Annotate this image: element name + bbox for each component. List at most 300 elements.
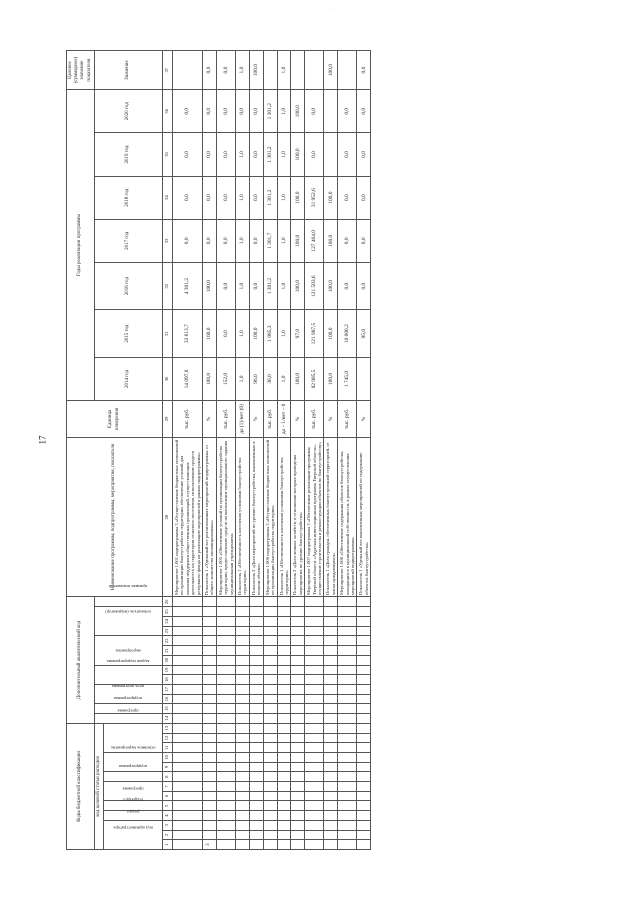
code-cell	[338, 830, 357, 840]
code-cell	[324, 714, 338, 724]
year-value-cell: 0,0	[249, 176, 263, 219]
year-header: 2018 год	[94, 176, 162, 219]
column-number: 13	[163, 723, 173, 733]
code-cell	[305, 791, 324, 801]
code-cell	[216, 684, 235, 694]
code-cell	[305, 723, 324, 733]
vertical-header-cell: признак показателя	[94, 597, 162, 607]
code-cell	[236, 840, 250, 850]
row-name: Показатель 1 «Доля граждан, обеспеченных благоустроенной территорией, от числа нуждающихся»	[324, 437, 338, 597]
year-value-cell: 0,0	[305, 133, 324, 176]
code-cell	[236, 752, 250, 762]
code-cell	[216, 840, 235, 850]
year-value-cell	[324, 90, 338, 133]
code-cell	[249, 791, 263, 801]
column-number: 10	[163, 752, 173, 762]
year-value-cell: 10 006,2	[338, 310, 357, 357]
year-value-cell: 1,0	[236, 133, 250, 176]
year-header: 2014 год	[94, 357, 162, 400]
code-cell	[291, 665, 305, 675]
code-cell	[203, 694, 217, 704]
code-cell	[277, 617, 291, 627]
code-cell	[236, 665, 250, 675]
code-cell	[216, 714, 235, 724]
code-cell	[324, 684, 338, 694]
code-cell	[357, 607, 371, 617]
column-number: 6	[163, 791, 173, 801]
code-cell	[277, 636, 291, 646]
code-cell	[216, 626, 235, 636]
code-cell	[249, 597, 263, 607]
code-cell	[216, 675, 235, 685]
code-cell	[338, 840, 357, 850]
row-name: Показатель 1 «Удельный вес реализованных мероприятий подпрограммы, от общего количества запланированных»	[203, 437, 217, 597]
code-cell	[305, 801, 324, 811]
code-cell	[173, 752, 203, 762]
code-cell	[338, 782, 357, 792]
code-cell	[203, 752, 217, 762]
code-cell	[203, 607, 217, 617]
year-value-cell: 1 301,2	[263, 133, 277, 176]
years-header: Годы реализации программы	[67, 90, 95, 401]
year-value-cell: 0,0	[173, 219, 203, 262]
code-cell	[173, 607, 203, 617]
column-number: 19	[163, 665, 173, 675]
vertical-header-cell: подраздел	[104, 801, 163, 811]
code-cell	[249, 617, 263, 627]
code-cell	[338, 762, 357, 772]
year-value-cell: 1,0	[277, 357, 291, 400]
year-value-cell: 0,0	[216, 90, 235, 133]
column-number: 24	[163, 617, 173, 627]
code-cell	[305, 811, 324, 821]
year-value-cell: 0,0	[338, 133, 357, 176]
code-cell	[291, 830, 305, 840]
code-cell	[277, 791, 291, 801]
unit-cell: тыс. руб.	[216, 401, 235, 438]
code-cell	[263, 626, 277, 636]
column-number: 4	[163, 811, 173, 821]
code-cell	[203, 704, 217, 714]
code-cell	[263, 636, 277, 646]
code-cell	[203, 830, 217, 840]
column-number: 9	[163, 762, 173, 772]
code-cell	[173, 733, 203, 743]
column-number: 29	[163, 401, 173, 438]
code-cell	[357, 782, 371, 792]
year-value-cell: 95,0	[357, 310, 371, 357]
column-number-row	[163, 51, 173, 850]
code-cell	[277, 655, 291, 665]
code-cell	[249, 636, 263, 646]
code-cell	[324, 704, 338, 714]
column-number: 16	[163, 694, 173, 704]
code-cell	[291, 752, 305, 762]
code-cell	[173, 597, 203, 607]
code-cell	[236, 626, 250, 636]
vertical-header-cell: показатель (индикатор)	[94, 607, 162, 636]
unit-cell: тыс. руб.	[263, 401, 277, 438]
code-cell	[338, 626, 357, 636]
year-value-cell: 0,0	[173, 90, 203, 133]
final-value-cell: 100,0	[249, 51, 263, 90]
final-value-header: Целевое (суммарное) значение показателя	[67, 51, 95, 90]
code-cell	[338, 791, 357, 801]
year-value-cell: 0,0	[216, 310, 235, 357]
code-cell	[305, 782, 324, 792]
code-cell	[305, 840, 324, 850]
column-number: 3	[163, 820, 173, 830]
extra-code-header: Дополнительный аналитический код	[67, 597, 95, 723]
year-value-cell: 100,0	[324, 262, 338, 309]
column-number: 35	[163, 133, 173, 176]
code-cell	[263, 607, 277, 617]
code-cell	[291, 811, 305, 821]
code-cell	[277, 597, 291, 607]
header-row-groups	[67, 51, 95, 850]
code-cell	[338, 694, 357, 704]
code-cell	[173, 723, 203, 733]
code-cell	[216, 597, 235, 607]
unit-cell: да (1)/нет (0)	[236, 401, 250, 438]
year-value-cell: 100,0	[203, 262, 217, 309]
code-cell	[203, 675, 217, 685]
vertical-header-cell: цель программы	[94, 684, 162, 703]
code-cell	[338, 675, 357, 685]
column-number: 8	[163, 772, 173, 782]
code-cell	[263, 714, 277, 724]
code-cell	[173, 675, 203, 685]
code-cell	[357, 655, 371, 665]
code-cell	[216, 762, 235, 772]
code-cell	[305, 772, 324, 782]
code-cell	[357, 617, 371, 627]
code-cell	[277, 743, 291, 753]
code-cell	[236, 772, 250, 782]
code-cell	[277, 684, 291, 694]
code-cell	[173, 714, 203, 724]
code-cell	[291, 597, 305, 607]
code-cell	[324, 675, 338, 685]
year-value-cell	[357, 357, 371, 400]
code-cell	[357, 791, 371, 801]
code-cell	[357, 762, 371, 772]
column-number: 11	[163, 743, 173, 753]
column-number: 21	[163, 646, 173, 656]
code-cell	[173, 704, 203, 714]
code-cell	[249, 811, 263, 821]
year-value-cell: 0,0	[216, 219, 235, 262]
code-cell	[357, 675, 371, 685]
unit-cell: %	[291, 401, 305, 438]
column-number: 26	[163, 597, 173, 607]
code-cell	[249, 782, 263, 792]
code-cell	[216, 772, 235, 782]
final-value-cell: 0,0	[357, 51, 371, 90]
code-cell	[357, 733, 371, 743]
code-cell	[236, 762, 250, 772]
year-value-cell: 121 503,6	[305, 262, 324, 309]
table-row	[291, 51, 305, 850]
column-number: 34	[163, 176, 173, 219]
code-cell	[203, 617, 217, 627]
code-cell	[236, 791, 250, 801]
year-value-cell: 1,0	[277, 219, 291, 262]
row-name: Показатель 1 «Обеспеченность населения условиями благоустройства территории»	[236, 437, 250, 597]
year-value-cell: 0,0	[249, 90, 263, 133]
code-cell	[173, 762, 203, 772]
code-cell	[249, 665, 263, 675]
final-value-cell	[305, 51, 324, 90]
final-value-cell	[173, 51, 203, 90]
year-value-cell: 0,0	[305, 90, 324, 133]
year-value-cell: 0,0	[236, 90, 250, 133]
code-cell	[249, 607, 263, 617]
column-number: 32	[163, 262, 173, 309]
table-row	[173, 51, 203, 850]
code-cell	[305, 704, 324, 714]
year-value-cell	[324, 133, 338, 176]
code-cell	[216, 752, 235, 762]
code-cell	[277, 752, 291, 762]
year-value-cell: 1 301,7	[263, 219, 277, 262]
unit-cell: %	[357, 401, 371, 438]
code-cell	[263, 830, 277, 840]
code-cell	[305, 646, 324, 656]
vertical-header-cell: задача подпрограммы	[94, 665, 162, 684]
code-cell	[203, 646, 217, 656]
code-cell	[173, 772, 203, 782]
year-value-cell: 1,0	[277, 133, 291, 176]
code-cell	[263, 791, 277, 801]
code-cell	[216, 733, 235, 743]
code-cell	[324, 617, 338, 627]
code-cell	[324, 626, 338, 636]
code-cell	[236, 782, 250, 792]
code-cell	[291, 820, 305, 830]
code-cell	[357, 752, 371, 762]
code-cell	[357, 772, 371, 782]
code-cell	[216, 607, 235, 617]
vertical-header-cell: программа	[94, 714, 162, 724]
code-cell	[216, 801, 235, 811]
year-value-cell: 100,0	[324, 176, 338, 219]
year-value-cell: 97,0	[291, 310, 305, 357]
code-cell	[249, 820, 263, 830]
column-number: 37	[163, 51, 173, 90]
budget-codes-header: Коды бюджетной классификации	[67, 723, 95, 849]
code-cell	[173, 694, 203, 704]
code-cell	[357, 840, 371, 850]
vertical-header-cell: основное мероприятие	[104, 752, 163, 771]
code-cell	[249, 704, 263, 714]
year-value-cell: 82 985,5	[305, 357, 324, 400]
code-cell	[277, 607, 291, 617]
code-cell	[277, 762, 291, 772]
code-cell	[338, 772, 357, 782]
unit-cell: %	[203, 401, 217, 438]
year-value-cell: 0,0	[249, 219, 263, 262]
code-cell	[357, 704, 371, 714]
column-number: 5	[163, 801, 173, 811]
code-cell	[263, 597, 277, 607]
year-value-cell: 4 301,2	[173, 262, 203, 309]
code-cell	[291, 723, 305, 733]
code-cell	[263, 617, 277, 627]
code-cell	[263, 694, 277, 704]
code-cell	[291, 694, 305, 704]
code-cell	[338, 646, 357, 656]
code-cell	[249, 684, 263, 694]
year-value-cell: 0,0	[357, 133, 371, 176]
code-cell	[338, 752, 357, 762]
year-value-cell: 152,0	[216, 357, 235, 400]
code-cell	[173, 830, 203, 840]
unit-column-header: Единица измерения	[67, 401, 163, 438]
code-cell	[305, 714, 324, 724]
column-number: 12	[163, 733, 173, 743]
code-cell	[324, 743, 338, 753]
code-cell	[338, 655, 357, 665]
scan-speck: · ·	[330, 8, 335, 13]
year-value-cell: 127 464,0	[305, 219, 324, 262]
code-cell	[173, 646, 203, 656]
year-value-cell: 0,0	[203, 90, 217, 133]
code-cell	[291, 626, 305, 636]
unit-cell: тыс. руб.	[305, 401, 324, 438]
year-value-cell: 100,0	[324, 219, 338, 262]
column-number: 36	[163, 90, 173, 133]
code-cell	[236, 723, 250, 733]
code-cell	[249, 626, 263, 636]
code-cell	[357, 636, 371, 646]
code-cell	[216, 646, 235, 656]
code-cell	[324, 655, 338, 665]
code-cell	[277, 704, 291, 714]
code-cell	[324, 752, 338, 762]
row-name: Показатель 2 «Доля мероприятий по уровню благоустройства, выполненных в полном объеме»	[249, 437, 263, 597]
final-value-label: Значение	[94, 51, 162, 90]
code-cell	[277, 723, 291, 733]
code-cell	[338, 723, 357, 733]
code-cell	[291, 617, 305, 627]
final-value-cell	[338, 51, 357, 90]
code-cell	[338, 617, 357, 627]
code-cell	[291, 655, 305, 665]
code-cell	[324, 646, 338, 656]
table-row	[305, 51, 324, 850]
code-cell	[263, 684, 277, 694]
vertical-header-cell: подпрограмма	[94, 704, 162, 714]
code-cell	[249, 723, 263, 733]
code-cell	[291, 675, 305, 685]
code-cell	[277, 820, 291, 830]
code-cell	[277, 830, 291, 840]
code-cell	[338, 801, 357, 811]
column-number: 18	[163, 675, 173, 685]
code-cell	[305, 626, 324, 636]
code-cell	[173, 684, 203, 694]
row-name: Показатель 1 «Обеспеченность населения условиями благоустройства территории»	[277, 437, 291, 597]
code-cell	[203, 743, 217, 753]
code-cell	[305, 607, 324, 617]
year-value-cell: 0,0	[216, 176, 235, 219]
column-number: 23	[163, 626, 173, 636]
program-rows	[173, 51, 371, 850]
code-cell	[277, 801, 291, 811]
page-number: 17	[37, 435, 48, 445]
code-cell	[357, 830, 371, 840]
code-cell	[291, 791, 305, 801]
code-cell	[203, 655, 217, 665]
code-cell	[263, 723, 277, 733]
code-cell	[263, 665, 277, 675]
code-cell	[203, 762, 217, 772]
code-cell	[291, 801, 305, 811]
column-number: 25	[163, 607, 173, 617]
year-header: 2017 год	[94, 219, 162, 262]
code-cell	[236, 675, 250, 685]
code-cell	[173, 743, 203, 753]
code-cell	[305, 636, 324, 646]
year-value-cell: 100,0	[203, 357, 217, 400]
row-name: Мероприятие 1.008 «Обеспечение содержания объектов благоустройства, находящихся в муниципальной собственности, в рамках осуществления мероприятий подпрограммы»	[338, 437, 357, 597]
code-cell	[305, 675, 324, 685]
year-value-cell: 0,0	[357, 90, 371, 133]
year-value-cell: 100,0	[291, 133, 305, 176]
code-cell	[291, 762, 305, 772]
code-cell	[305, 743, 324, 753]
year-value-cell: 100,0	[291, 357, 305, 400]
code-cell	[305, 733, 324, 743]
code-cell	[305, 665, 324, 675]
code-cell	[216, 782, 235, 792]
code-cell	[236, 733, 250, 743]
code-cell	[173, 655, 203, 665]
code-cell	[173, 782, 203, 792]
vertical-header-cell: программа	[104, 782, 163, 801]
code-cell	[291, 733, 305, 743]
year-value-cell: 100,0	[291, 219, 305, 262]
final-value-cell	[291, 51, 305, 90]
year-value-cell: 1 301,2	[263, 176, 277, 219]
final-value-cell: 100,0	[324, 51, 338, 90]
code-cell	[263, 704, 277, 714]
year-value-cell: 1 301,2	[263, 90, 277, 133]
code-cell	[338, 607, 357, 617]
code-cell	[216, 665, 235, 675]
table-row	[277, 51, 291, 850]
code-cell	[324, 723, 338, 733]
column-number: 22	[163, 636, 173, 646]
code-cell	[249, 830, 263, 840]
code-cell	[305, 694, 324, 704]
code-cell	[291, 714, 305, 724]
code-cell	[236, 655, 250, 665]
row-name: Показатель 2 «Доля личных хозяйств, в отношении которых проведены мероприятия по уровню благоустройства»	[291, 437, 305, 597]
code-cell	[203, 723, 217, 733]
code-cell	[236, 830, 250, 840]
table-row	[338, 51, 357, 850]
column-number: 7	[163, 782, 173, 792]
column-number: 15	[163, 704, 173, 714]
year-value-cell: 100,0	[249, 310, 263, 357]
code-cell	[249, 840, 263, 850]
name-column-header: Наименование программы, подпрограммы, мероприятия, показателя	[67, 437, 163, 597]
year-value-cell: 0,0	[338, 262, 357, 309]
year-value-cell: 100,0	[291, 176, 305, 219]
vertical-header-cell: мероприятие	[94, 636, 162, 665]
